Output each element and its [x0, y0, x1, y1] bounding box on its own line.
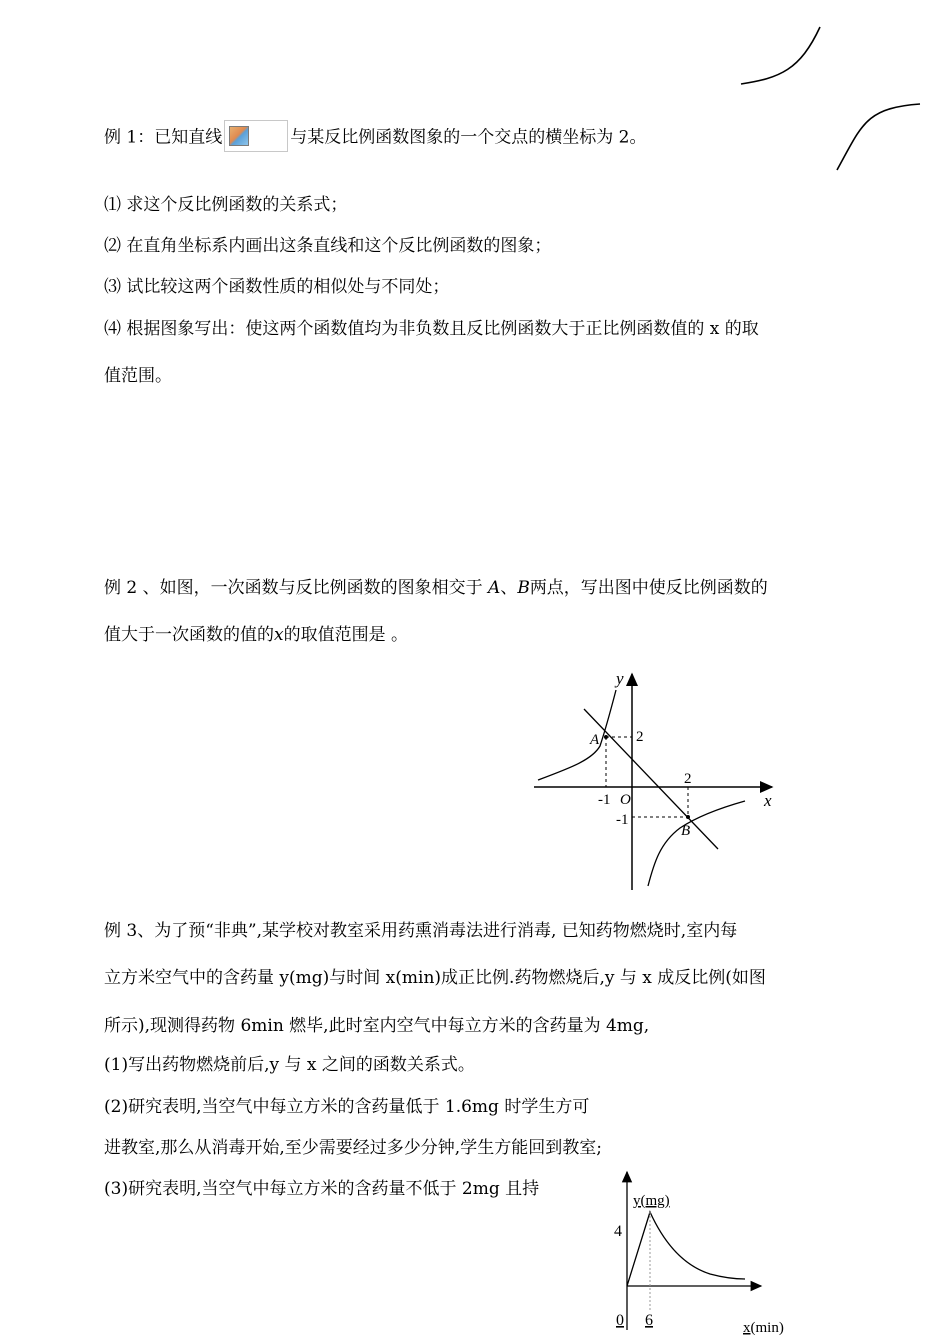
ex2-tick-y-neg1: -1 [616, 812, 629, 828]
ex2-linear-line [584, 709, 718, 849]
ex3-label-x-var: x [743, 1320, 751, 1336]
ex3-line7: (3)研究表明,当空气中每立方米的含药量不低于 2mg 且持 [104, 1179, 540, 1199]
ex1-intro-b: 与某反比例函数图象的一个交点的横坐标为 2。 [290, 127, 647, 148]
ex3-curve [627, 1212, 745, 1286]
ex2-label-b: B [681, 823, 691, 839]
ex2-hyperbola-upper-left [538, 690, 616, 780]
ex1-q4b: 值范围。 [104, 366, 172, 386]
ex2-text1b: 两点，写出图中使反比例函数的 [529, 578, 768, 598]
ex3-tick-x-6: 6 [645, 1312, 653, 1329]
ex2-line2 [104, 620, 408, 645]
ex3-line3: 所示),现测得药物 6min 燃毕,此时室内空气中每立方米的含药量为 4mg, [104, 1016, 650, 1036]
broken-image-icon [224, 120, 288, 152]
ex2-point-a: A [488, 578, 501, 598]
ex2-text1a: 例 2 、如图，一次函数与反比例函数的图象相交于 [104, 578, 483, 598]
ex2-var-x: x [274, 625, 284, 645]
ex1-q1: ⑴ 求这个反比例函数的关系式； [104, 195, 348, 215]
ex2-label-x: x [764, 791, 772, 810]
ex2-tick-x-2: 2 [684, 771, 692, 787]
ex2-graph [530, 668, 810, 898]
decorative-curve-top [0, 0, 950, 200]
ex3-line6: 进教室,那么从消毒开始,至少需要经过多少分钟,学生方能回到教室; [104, 1138, 602, 1158]
ex3-line1: 例 3、为了预“非典”,某学校对教室采用药熏消毒法进行消毒, 已知药物燃烧时,室内每 [104, 921, 738, 941]
ex1-intro-a: 例 1：已知直线 [104, 127, 223, 148]
ex3-graph [605, 1170, 805, 1340]
ex3-line5: (2)研究表明,当空气中每立方米的含药量低于 1.6mg 时学生方可 [104, 1097, 590, 1117]
ex3-label-x [743, 1320, 784, 1336]
ex3-label-x-unit: (min) [750, 1320, 784, 1336]
ex2-label-o: O [620, 792, 631, 808]
ex3-line4: (1)写出药物燃烧前后,y 与 x 之间的函数关系式。 [104, 1055, 475, 1075]
ex3-line2: 立方米空气中的含药量 y(mg)与时间 x(min)成正比例.药物燃烧后,y 与 x 成反比例(如图 [104, 968, 766, 988]
ex2-line1 [104, 573, 768, 598]
ex1-q3: ⑶ 试比较这两个函数性质的相似处与不同处； [104, 277, 450, 297]
ex2-hyperbola-lower-right [648, 801, 745, 886]
ex3-tick-y-4: 4 [614, 1223, 622, 1240]
ex2-text2b: 的取值范围是 。 [283, 625, 408, 645]
ex2-tick-y-2: 2 [636, 729, 644, 745]
ex2-tick-x-neg1: -1 [598, 792, 611, 808]
ex2-label-y: y [616, 669, 624, 688]
ex3-tick-x-0: 0 [616, 1312, 624, 1329]
ex2-label-a: A [590, 732, 600, 748]
ex3-label-y: y(mg) [633, 1193, 670, 1209]
ex1-intro [104, 122, 646, 154]
ex1-q2: ⑵ 在直角坐标系内画出这条直线和这个反比例函数的图象； [104, 236, 552, 256]
ex2-text2a: 值大于一次函数的值的 [104, 625, 274, 645]
ex1-q4a: ⑷ 根据图象写出：使这两个函数值均为非负数且反比例函数大于正比例函数值的 x 的取 [104, 319, 759, 339]
ex2-sep: 、 [500, 578, 518, 598]
ex2-point-b: B [517, 578, 530, 598]
